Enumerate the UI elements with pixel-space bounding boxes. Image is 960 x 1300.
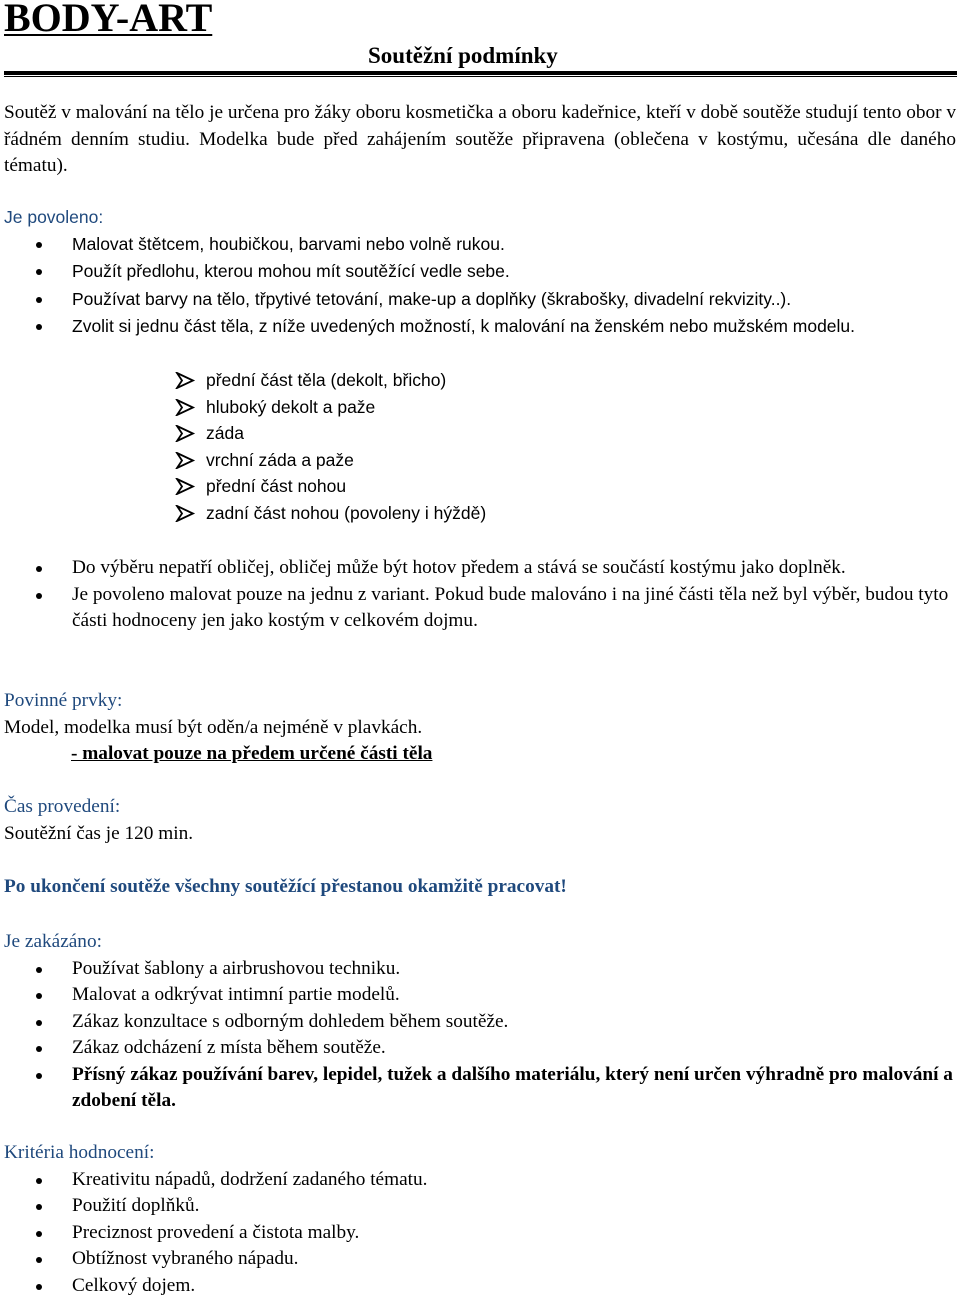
document-subtitle: Soutěžní podmínky bbox=[368, 43, 558, 68]
list-item-label: přední část nohou bbox=[206, 476, 347, 497]
mandatory-line: Model, modelka musí být oděn/a nejméně v plavkách. bbox=[4, 716, 423, 738]
list-item: Celkový dojem. bbox=[4, 1273, 956, 1300]
arrowhead-bullet-icon bbox=[174, 505, 196, 522]
end-notice: Po ukončení soutěže všechny soutěžící přestanou okamžitě pracovat! bbox=[4, 876, 567, 897]
time-line: Soutěžní čas je 120 min. bbox=[4, 822, 194, 844]
body-parts-list bbox=[4, 367, 956, 527]
list-item bbox=[4, 473, 956, 500]
list-item-label: přední část těla (dekolt, břicho) bbox=[206, 370, 447, 390]
list-item: Použití doplňků. bbox=[4, 1193, 956, 1220]
allowed-heading: Je povoleno: bbox=[4, 207, 104, 227]
list-item bbox=[4, 447, 956, 474]
list-item: Používat šablony a airbrushovou techniku. bbox=[4, 956, 956, 983]
mandatory-section bbox=[4, 688, 956, 768]
list-item-label: vrchní záda a paže bbox=[206, 449, 354, 470]
allowed-list bbox=[4, 231, 956, 340]
list-item: Obtížnost vybraného nápadu. bbox=[4, 1246, 956, 1273]
list-item: Kreativitu nápadů, dodržení zadaného tématu. bbox=[4, 1167, 956, 1194]
arrowhead-bullet-icon bbox=[174, 425, 196, 442]
variant-rules-list bbox=[4, 555, 956, 635]
list-item-label: hluboký dekolt a paže bbox=[206, 396, 376, 417]
list-item: Zákaz odcházení z místa během soutěže. bbox=[4, 1035, 956, 1062]
list-item: Přísný zákaz používání barev, lepidel, tužek a dalšího materiálu, který není určen výhradně pro malování a zdobení těla. bbox=[4, 1062, 956, 1115]
mandatory-note-row bbox=[4, 741, 956, 768]
document-title: BODY-ART bbox=[4, 0, 213, 40]
arrowhead-bullet-icon bbox=[174, 399, 196, 416]
mandatory-note: - malovat pouze na předem určené části těla bbox=[71, 743, 433, 764]
allowed-section bbox=[4, 204, 956, 340]
criteria-section bbox=[4, 1140, 956, 1299]
criteria-list bbox=[4, 1167, 956, 1300]
forbidden-list bbox=[4, 956, 956, 1115]
list-item bbox=[4, 394, 956, 421]
list-item-label: zadní část nohou (povoleny i hýždě) bbox=[206, 502, 487, 523]
time-heading: Čas provedení: bbox=[4, 796, 121, 817]
list-item bbox=[4, 420, 956, 447]
list-item bbox=[4, 500, 956, 527]
list-item: Malovat štětcem, houbičkou, barvami nebo volně rukou. bbox=[4, 231, 956, 258]
list-item: Použít předlohu, kterou mohou mít soutěžící vedle sebe. bbox=[4, 258, 956, 285]
time-section bbox=[4, 794, 956, 847]
mandatory-heading: Povinné prvky: bbox=[4, 690, 123, 711]
list-item: Zvolit si jednu část těla, z níže uvedených možností, k malování na ženském nebo mužském modelu. bbox=[4, 313, 956, 340]
arrowhead-bullet-icon bbox=[174, 452, 196, 469]
body-parts-section bbox=[4, 367, 956, 527]
list-item: Používat barvy na tělo, třpytivé tetování, make-up a doplňky (škrabošky, divadelní rekvizity..). bbox=[4, 286, 956, 313]
list-item: Malovat a odkrývat intimní partie modelů. bbox=[4, 982, 956, 1009]
header-divider bbox=[4, 71, 957, 77]
list-item bbox=[4, 367, 956, 394]
list-item: Je povoleno malovat pouze na jednu z variant. Pokud bude malováno i na jiné části těla než byl výběr, budou tyto části hodnoceny jen jako kostým v celkovém dojmu. bbox=[4, 582, 956, 635]
list-item: Zákaz konzultace s odborným dohledem během soutěže. bbox=[4, 1009, 956, 1036]
forbidden-section bbox=[4, 929, 956, 1115]
list-item: Preciznost provedení a čistota malby. bbox=[4, 1220, 956, 1247]
forbidden-heading: Je zakázáno: bbox=[4, 931, 102, 952]
criteria-heading: Kritéria hodnocení: bbox=[4, 1142, 155, 1163]
arrowhead-bullet-icon bbox=[174, 478, 196, 495]
list-item-label: záda bbox=[206, 423, 244, 444]
list-item: Do výběru nepatří obličej, obličej může být hotov předem a stává se součástí kostýmu jako doplněk. bbox=[4, 555, 956, 582]
intro-paragraph: Soutěž v malování na tělo je určena pro žáky oboru kosmetička a oboru kadeřnice, kteří v době soutěže studují tento obor v řádném denním studiu. Modelka bude před zahájením soutěže připravena (oblečena v kostýmu, učesána dle daného tématu). bbox=[4, 102, 956, 176]
arrowhead-bullet-icon bbox=[174, 372, 196, 389]
variant-rules-section bbox=[4, 555, 956, 635]
